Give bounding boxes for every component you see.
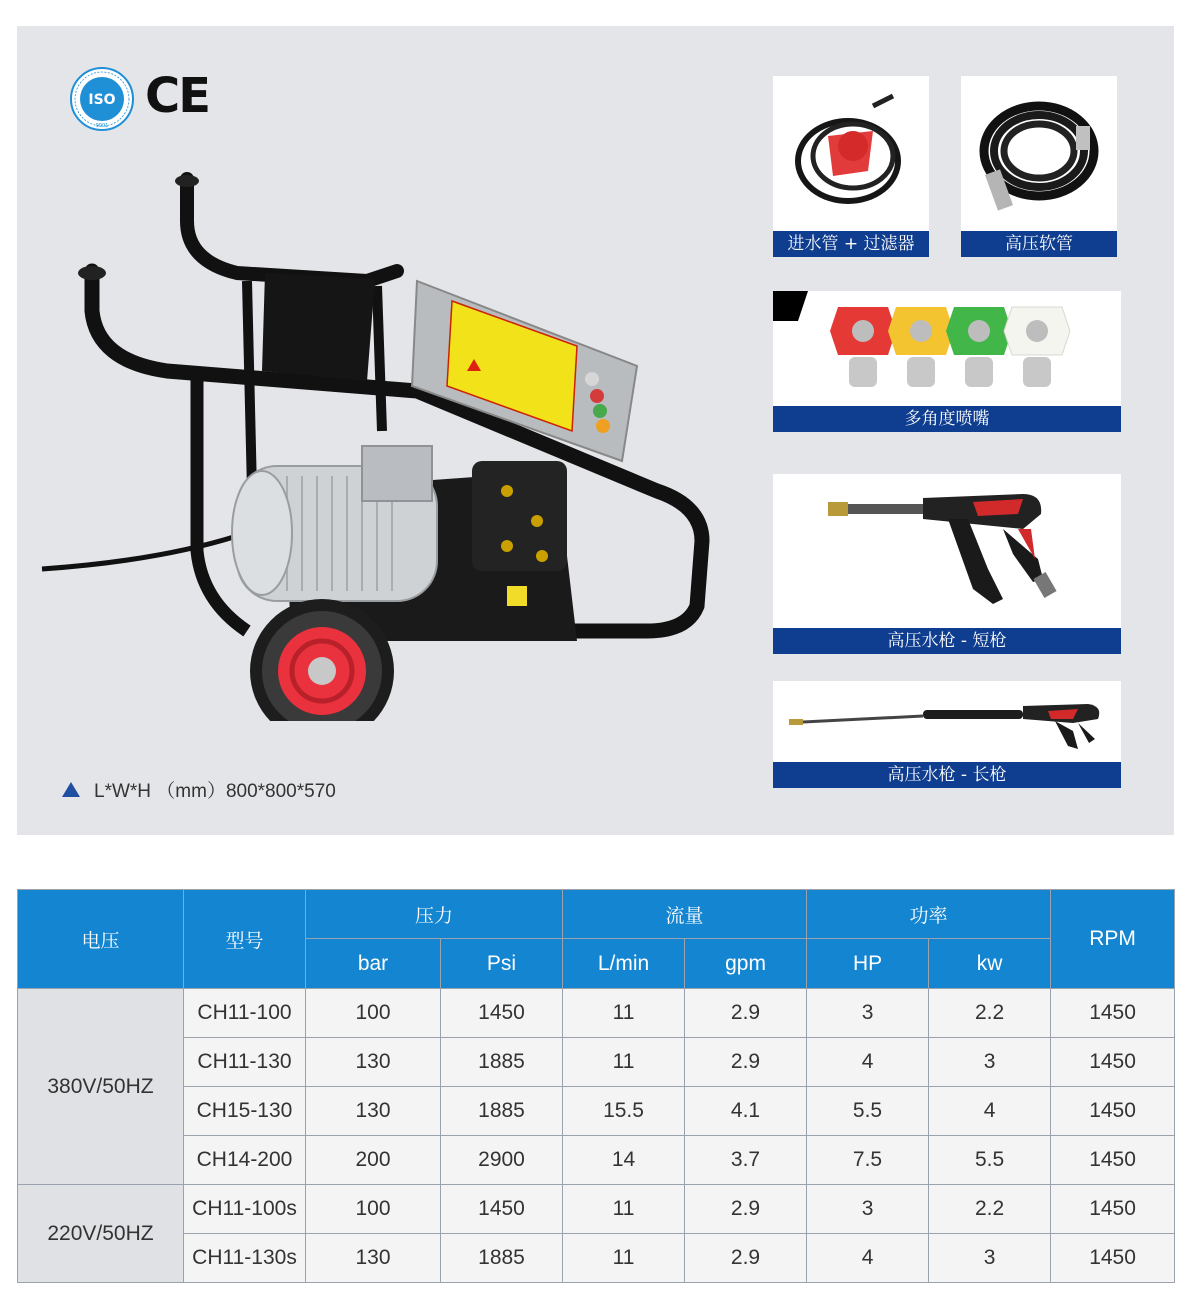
psi-cell: 1450: [441, 1185, 563, 1234]
gpm-cell: 2.9: [685, 1234, 807, 1283]
lmin-cell: 15.5: [563, 1087, 685, 1136]
high-pressure-hose-icon: [961, 76, 1117, 231]
gpm-cell: 4.1: [685, 1087, 807, 1136]
header-lmin: L/min: [563, 939, 685, 989]
model-cell: CH15-130: [184, 1087, 306, 1136]
kw-cell: 2.2: [929, 989, 1051, 1038]
ce-mark: CE: [145, 68, 210, 124]
specifications-table: [17, 889, 1175, 1283]
iso-text: ISO: [88, 92, 116, 108]
nozzle-tips-icon: [773, 291, 1121, 406]
model-cell: CH11-100: [184, 989, 306, 1038]
kw-cell: 3: [929, 1038, 1051, 1087]
iso-code-text: 9001: [95, 123, 109, 129]
bar-cell: 100: [306, 989, 441, 1038]
header-power: 功率: [807, 890, 1051, 939]
hp-cell: 3: [807, 989, 929, 1038]
model-cell: CH14-200: [184, 1136, 306, 1185]
lmin-cell: 11: [563, 1038, 685, 1087]
dimensions-text: L*W*H （mm）800*800*570: [94, 781, 336, 802]
header-model: 型号: [184, 890, 306, 989]
accessory-label: 进水管 + 过滤器: [773, 231, 929, 257]
header-hp: HP: [807, 939, 929, 989]
kw-cell: 5.5: [929, 1136, 1051, 1185]
bar-cell: 100: [306, 1185, 441, 1234]
lmin-cell: 11: [563, 989, 685, 1038]
pump: [472, 461, 567, 571]
dimensions-note: [62, 776, 336, 803]
rpm-cell: 1450: [1051, 1087, 1175, 1136]
accessory-high-pressure-hose: [961, 76, 1117, 257]
accessory-short-spray-gun: [773, 474, 1121, 654]
header-flow: 流量: [563, 890, 807, 939]
lmin-cell: 11: [563, 1234, 685, 1283]
lmin-cell: 14: [563, 1136, 685, 1185]
voltage-cell: 380V/50HZ: [18, 989, 184, 1185]
gpm-cell: 2.9: [685, 1185, 807, 1234]
kw-cell: 2.2: [929, 1185, 1051, 1234]
hp-cell: 4: [807, 1234, 929, 1283]
hp-cell: 3: [807, 1185, 929, 1234]
accessory-long-spray-lance: [773, 681, 1121, 788]
psi-cell: 1885: [441, 1038, 563, 1087]
pressure-washer-image: [37, 161, 717, 721]
bar-cell: 130: [306, 1087, 441, 1136]
bar-cell: 130: [306, 1038, 441, 1087]
header-kw: kw: [929, 939, 1051, 989]
accessory-inlet-hose-filter: [773, 76, 929, 257]
accessory-nozzle-tips: [773, 291, 1121, 432]
hp-cell: 7.5: [807, 1136, 929, 1185]
short-spray-gun-icon: [773, 474, 1121, 628]
rpm-cell: 1450: [1051, 989, 1175, 1038]
product-panel: [17, 26, 1174, 835]
gpm-cell: 3.7: [685, 1136, 807, 1185]
kw-cell: 4: [929, 1087, 1051, 1136]
table-row: [18, 1234, 1175, 1283]
table-row: [18, 1136, 1175, 1185]
header-gpm: gpm: [685, 939, 807, 989]
model-cell: CH11-130: [184, 1038, 306, 1087]
hp-cell: 4: [807, 1038, 929, 1087]
accessory-label: 多角度喷嘴: [773, 406, 1121, 432]
psi-cell: 1885: [441, 1087, 563, 1136]
rpm-cell: 1450: [1051, 1234, 1175, 1283]
rpm-cell: 1450: [1051, 1136, 1175, 1185]
psi-cell: 2900: [441, 1136, 563, 1185]
header-psi: Psi: [441, 939, 563, 989]
gpm-cell: 2.9: [685, 1038, 807, 1087]
header-voltage: 电压: [18, 890, 184, 989]
kw-cell: 3: [929, 1234, 1051, 1283]
bar-cell: 200: [306, 1136, 441, 1185]
accessory-label: 高压水枪 - 短枪: [773, 628, 1121, 654]
model-cell: CH11-100s: [184, 1185, 306, 1234]
triangle-bullet-icon: [62, 782, 80, 797]
inlet-hose-filter-icon: [773, 76, 929, 231]
psi-cell: 1885: [441, 1234, 563, 1283]
rpm-cell: 1450: [1051, 1038, 1175, 1087]
table-row: [18, 989, 1175, 1038]
header-pressure: 压力: [306, 890, 563, 939]
accessory-label: 高压水枪 - 长枪: [773, 762, 1121, 788]
table-row: [18, 1087, 1175, 1136]
psi-cell: 1450: [441, 989, 563, 1038]
bar-cell: 130: [306, 1234, 441, 1283]
model-cell: CH11-130s: [184, 1234, 306, 1283]
rpm-cell: 1450: [1051, 1185, 1175, 1234]
table-row: [18, 1038, 1175, 1087]
voltage-cell: 220V/50HZ: [18, 1185, 184, 1283]
gpm-cell: 2.9: [685, 989, 807, 1038]
table-row: [18, 1185, 1175, 1234]
hp-cell: 5.5: [807, 1087, 929, 1136]
lmin-cell: 11: [563, 1185, 685, 1234]
header-bar: bar: [306, 939, 441, 989]
accessory-label: 高压软管: [961, 231, 1117, 257]
iso-certification-icon: [69, 66, 135, 132]
long-spray-lance-icon: [773, 681, 1121, 762]
header-rpm: RPM: [1051, 890, 1175, 989]
